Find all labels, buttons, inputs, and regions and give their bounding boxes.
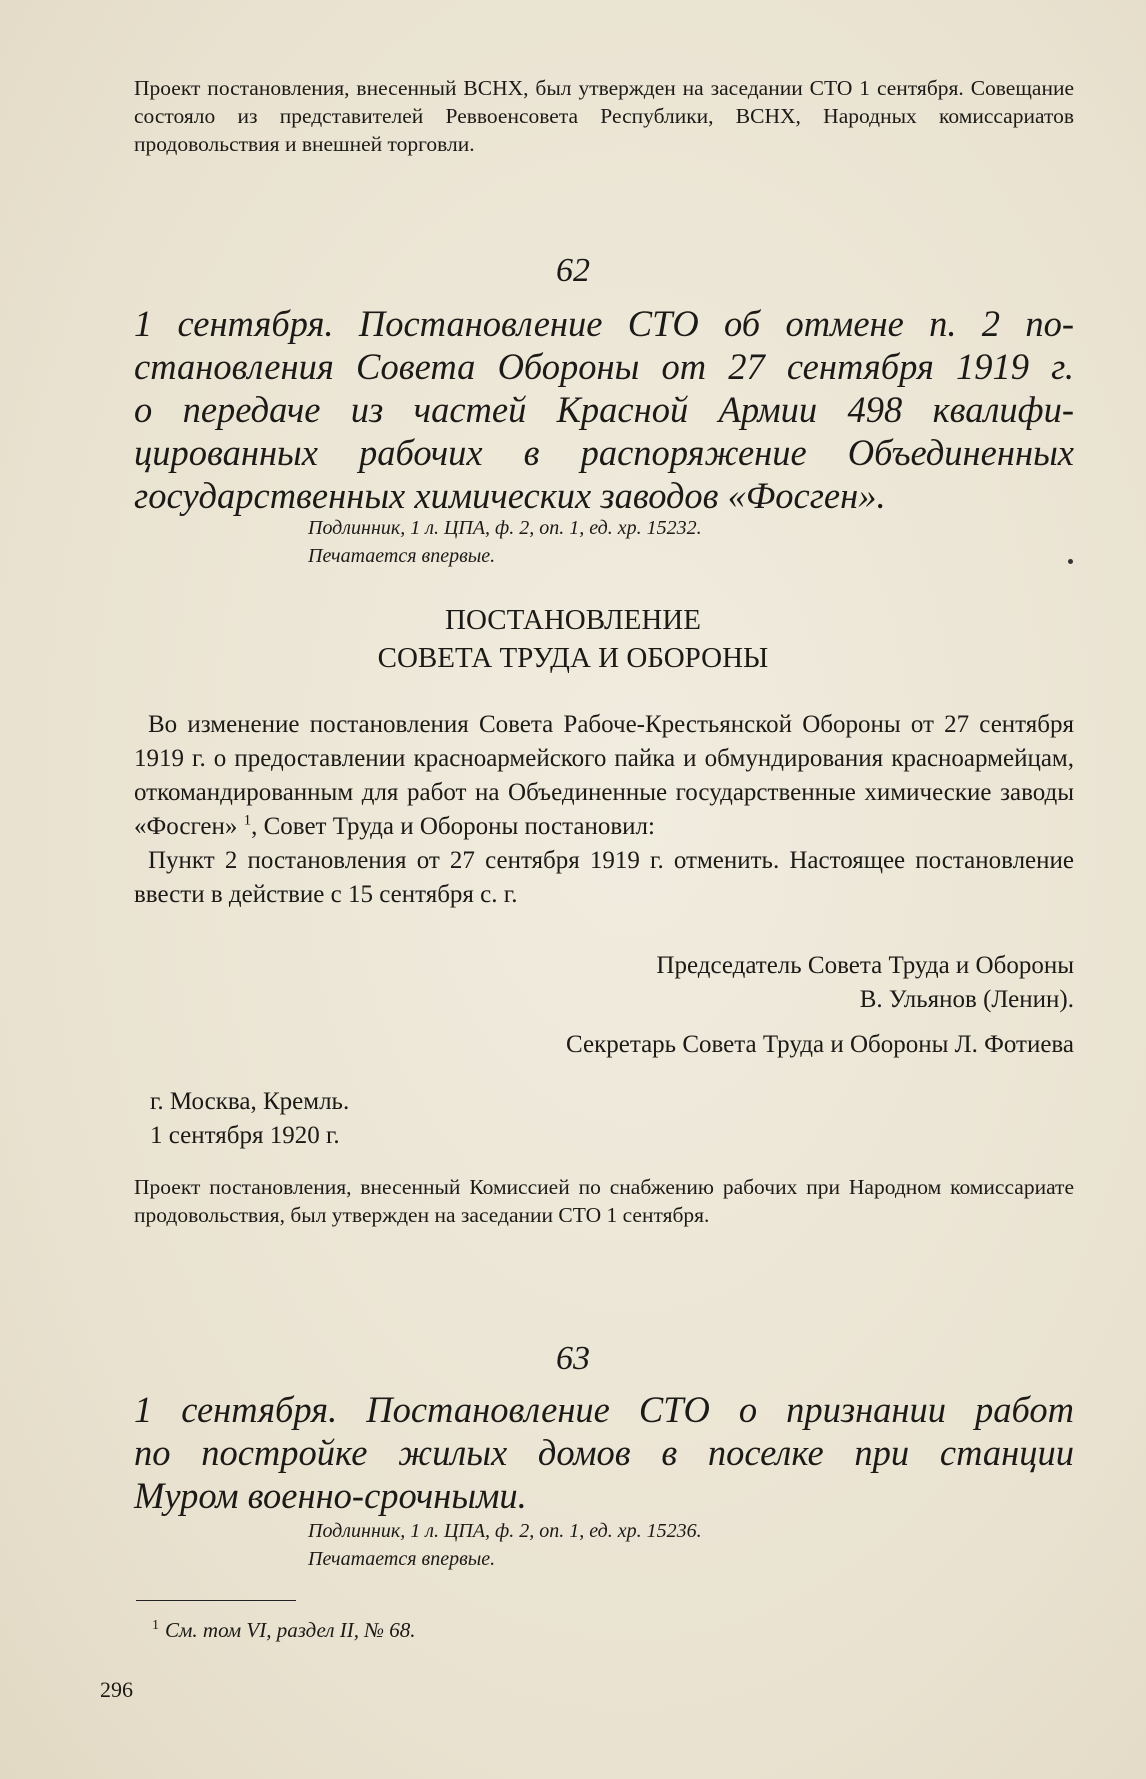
signature-chairman <box>656 949 1074 1017</box>
heading-62-line: становления Совета Обороны от 27 сентября 1919 г. <box>134 346 1074 387</box>
speck <box>1068 559 1073 564</box>
heading-62-line: государственных химических заводов «Фосген». <box>134 475 886 516</box>
footnote-mark: 1 <box>152 1618 159 1633</box>
heading-63-line: по постройке жилых домов в поселке при станции <box>134 1432 1074 1473</box>
source-62-archive: Подлинник, 1 л. ЦПА, ф. 2, оп. 1, ед. хр. 15232. <box>308 517 702 539</box>
signature-chairman-title: Председатель Совета Труда и Обороны <box>656 952 1074 979</box>
heading-63-line: 1 сентября. Постановление СТО о признании работ <box>134 1389 1074 1430</box>
editorial-note-62: Проект постановления, внесенный Комиссией по снабжению рабочих при Народном комиссариате продовольствия, был утвержден на заседании СТО 1 сентября. <box>134 1175 1074 1227</box>
page-number: 296 <box>100 1677 133 1702</box>
source-62-published: Печатается впервые. <box>308 545 496 567</box>
decree-paragraph-1-end: , Совет Труда и Обороны постановил: <box>251 813 655 840</box>
document-62-heading <box>134 302 1074 517</box>
source-63 <box>308 1517 702 1573</box>
footnote-text: См. том VI, раздел II, № 68. <box>165 1618 416 1642</box>
heading-62-line: о передаче из частей Красной Армии 498 квалифи- <box>134 389 1074 430</box>
decree-paragraph-1-text: Во изменение постановления Совета Рабоче-Крестьянской Обороны от 27 сентября 1919 г. о предоставлении красноармейского пайка и обмундирования красноармейцам, откомандированным для работ на Объединенные государственные химические заводы «Фосген» <box>134 711 1074 840</box>
source-63-archive: Подлинник, 1 л. ЦПА, ф. 2, оп. 1, ед. хр. 15236. <box>308 1520 702 1542</box>
heading-62-line: 1 сентября. Постановление СТО об отмене п. 2 по- <box>134 303 1074 344</box>
decree-paragraph-1 <box>134 708 1074 844</box>
footnote-divider <box>136 1600 296 1601</box>
heading-63-line: Муром военно-срочными. <box>134 1475 527 1516</box>
signature-secretary: Секретарь Совета Труда и Обороны Л. Фотиева <box>566 1031 1074 1058</box>
document-number-63: 63 <box>556 1340 590 1377</box>
footnote <box>152 1618 416 1643</box>
intro-note: Проект постановления, внесенный ВСНХ, был утвержден на заседании СТО 1 сентября. Совещание состояло из представителей Реввоенсовета Республики, ВСНХ, Народных комиссариатов продовольствия и внешней торговли. <box>134 76 1074 156</box>
decree-paragraph-2: Пункт 2 постановления от 27 сентября 1919 г. отменить. Настоящее постановление ввести в действие с 15 сентября с. г. <box>134 847 1074 908</box>
decree-title-line2: СОВЕТА ТРУДА И ОБОРОНЫ <box>377 642 769 674</box>
source-62 <box>308 514 702 570</box>
signature-chairman-name: В. Ульянов (Ленин). <box>859 986 1074 1013</box>
document-number-62: 62 <box>556 252 590 289</box>
decree-body <box>134 708 1074 912</box>
footnote-reference: 1 <box>243 812 252 829</box>
date: 1 сентября 1920 г. <box>150 1122 340 1149</box>
place: г. Москва, Кремль. <box>150 1088 350 1115</box>
decree-title-line1: ПОСТАНОВЛЕНИЕ <box>445 604 701 636</box>
place-and-date <box>150 1085 349 1153</box>
heading-62-line: цированных рабочих в распоряжение Объединенных <box>134 432 1074 473</box>
source-63-published: Печатается впервые. <box>308 1548 496 1570</box>
document-63-heading <box>134 1388 1074 1517</box>
